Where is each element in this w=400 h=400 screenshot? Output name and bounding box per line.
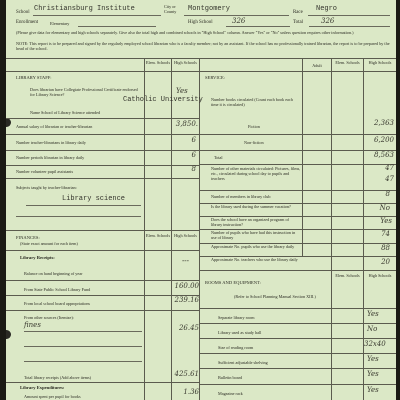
rooms-magazine-high: Yes (367, 386, 379, 394)
svc-summer: Is the library used during the summer vacation? (211, 204, 291, 209)
county-label: County (164, 9, 177, 14)
fin-fines-label: fines (24, 321, 41, 329)
staff-q5: Number periods librarian in library daily (16, 155, 85, 160)
svc-summer-high: No (379, 204, 390, 212)
svc-members-high: 8 (385, 190, 390, 198)
staff-q7-value: Library science (62, 195, 126, 203)
rooms-elem-header: Elem. Schools (335, 273, 360, 278)
rooms-refer: (Refer to School Planning Manual Section XIII.) (234, 294, 316, 299)
svc-members: Number of members in library club (211, 194, 271, 199)
fin-balance: Balance on hand beginning of year (24, 271, 83, 276)
staff-q5-high: 6 (191, 151, 196, 159)
finances-subheading: (State exact amount for each item) (20, 241, 78, 246)
svc-hours-high: 74 (381, 230, 390, 238)
svc-hours: Number of pupils who have had this instruction in use of library (211, 230, 296, 240)
finances-heading: FINANCES: (16, 235, 40, 240)
staff-q3-high: 3,850. (175, 120, 198, 128)
city-label: City or (164, 4, 176, 9)
svc-approx-pupils: Approximate No. pupils who use the library daily (211, 244, 295, 249)
rooms-library-hall: Library used as study hall (218, 330, 262, 335)
enrollment-label: Enrollment (16, 20, 39, 25)
note: NOTE: This report is to be prepared and signed by the regularly employed school librarian who is a faculty member; not by an assistant. If the school has no professionally trained librarian, the report is to be prepared by the head of the school. (16, 41, 390, 51)
rooms-shelving-high: Yes (367, 355, 379, 363)
rooms-bulletin-high: Yes (367, 370, 379, 378)
fin-other-sources: From other sources (Itemize): (24, 315, 74, 320)
high-school-enrollment: 326 (232, 17, 246, 25)
fin-total-receipts-high: 425.61 (174, 370, 199, 378)
fin-high-header: High Schools (174, 233, 197, 238)
rooms-size: Size of reading room (218, 345, 254, 350)
staff-q1-high: Yes (176, 87, 188, 95)
staff-q3: Annual salary of librarian or teacher-librarian (16, 124, 93, 129)
svc-nonfiction-high: 6,200 (373, 136, 394, 144)
staff-q4-high: 6 (191, 136, 196, 144)
left-high-header: High Schools (174, 60, 197, 65)
rooms-magazine: Magazine rack (218, 391, 243, 396)
race-label: Race (293, 10, 303, 15)
rooms-separate: Separate library room (218, 315, 255, 320)
fin-balance-high: --- (181, 257, 190, 265)
left-elem-header: Elem. Schools (145, 60, 171, 65)
service-heading: SERVICE: (205, 75, 226, 80)
staff-q2-high: Catholic University (123, 96, 203, 104)
rooms-separate-high: Yes (367, 310, 379, 318)
svc-nonfiction: Non-fiction (244, 140, 264, 145)
staff-heading: LIBRARY STAFF: (16, 75, 52, 80)
right-high-header: High Schools (368, 60, 392, 65)
rooms-size-high: 32x40 (364, 340, 386, 348)
fin-per-pupil-high: 1.36 (183, 388, 199, 396)
svc-total-high: 8,563 (373, 151, 394, 159)
staff-q4: Number teacher-librarians in library daily (16, 140, 86, 145)
school-label: School (16, 10, 30, 15)
rooms-shelving: Sufficient adjustable shelving (218, 360, 268, 365)
punch-hole-bottom (6, 330, 11, 339)
library-report-form (6, 0, 396, 400)
expenditures-heading: Library Expenditures: (20, 385, 65, 390)
svc-approx-teachers: Approximate No. teachers who use the library daily (211, 257, 298, 262)
svc-approx-teachers-high: 20 (381, 258, 390, 266)
svc-other-high-1: 47 (385, 164, 394, 172)
total-label: Total (293, 20, 303, 25)
svc-approx-pupils-high: 88 (381, 244, 390, 252)
svc-program: Does the school have an organized program of library instruction? (211, 217, 289, 227)
staff-q1: Does librarian have Collegiate Professional Certificate endorsed for Library Science? (30, 87, 138, 97)
right-elem-header: Elem. Schools (335, 60, 360, 65)
staff-q6-high: 8 (191, 165, 196, 173)
svc-total: Total (214, 155, 223, 160)
punch-hole-top (6, 118, 11, 127)
receipts-heading: Library Receipts: (20, 255, 55, 260)
fin-fines-high: 26.45 (178, 324, 199, 332)
staff-q6: Number volunteer pupil assistants (16, 169, 74, 174)
high-school-label: High School (188, 20, 213, 25)
svc-other-high-2: 47 (385, 175, 394, 183)
fin-state-fund-high: 160.00 (174, 282, 199, 290)
svc-fiction: Fiction (248, 124, 260, 129)
staff-q2: Name School of Library Science attended (30, 110, 101, 115)
svc-books-circulated: Number books circulated (Count each book each time it is circulated) (211, 97, 293, 107)
fin-per-pupil: Amount spent per pupil for books (24, 394, 81, 399)
fin-total-receipts: Total library receipts (Add above items) (24, 375, 92, 380)
elementary-label: Elementary (50, 21, 70, 26)
fin-elem-header: Elem. Schools (145, 233, 171, 238)
instructions: (Please give data for elementary and high schools separately. Give also the total high and combined schools in "High School" column. Answer "Yes" or "No" unless question requires other information.) (16, 30, 354, 35)
race-value: Negro (316, 5, 338, 13)
staff-q7: Subjects taught by teacher-librarian: (16, 185, 77, 190)
rooms-heading: ROOMS AND EQUIPMENT: (205, 280, 261, 285)
total-enrollment: 326 (321, 17, 335, 25)
fin-local-fund: From local school board appropriations (24, 301, 91, 306)
rooms-bulletin: Bulletin board (218, 375, 243, 380)
right-adult-header: Adult (312, 63, 322, 68)
svc-program-high: Yes (380, 217, 392, 225)
fin-state-fund: From State Public School Library Fund (24, 287, 91, 292)
svc-other-materials: Number of other materials circulated: Pictures, films, etc., circulated during school day to pupils and teachers (211, 166, 301, 181)
school-name: Christiansburg Institute (34, 5, 135, 13)
county-value: Montgomery (188, 5, 231, 13)
fin-local-fund-high: 239.16 (174, 296, 199, 304)
svc-fiction-high: 2,363 (373, 119, 394, 127)
rooms-library-hall-high: No (367, 325, 378, 333)
rooms-high-header: High Schools (368, 273, 392, 278)
